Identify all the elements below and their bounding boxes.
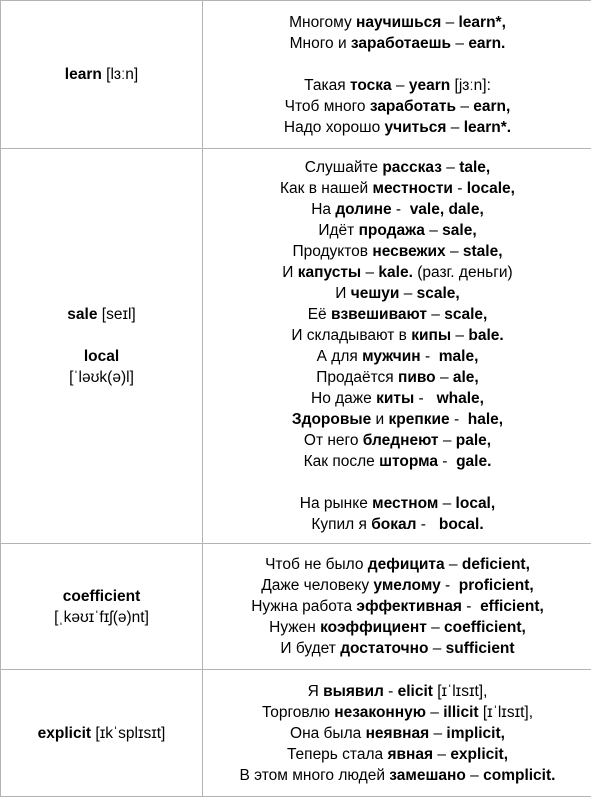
bold-segment: efficient, <box>480 598 544 615</box>
poem-line <box>203 367 591 388</box>
text-segment: – <box>435 369 453 386</box>
bold-segment: выявил <box>323 682 384 700</box>
bold-segment: шторма <box>379 453 438 470</box>
word-entry <box>1 723 202 744</box>
text-segment: – <box>426 619 445 636</box>
text-segment: – <box>426 306 445 323</box>
text-segment: (разг. деньги) <box>412 264 513 281</box>
text-segment: – <box>451 327 469 344</box>
bold-segment: киты <box>376 390 415 407</box>
poem-line <box>203 75 591 96</box>
poem-line <box>203 514 591 535</box>
bold-segment: sale, <box>442 222 477 239</box>
word-cell <box>1 670 203 797</box>
text-segment: – <box>433 745 451 763</box>
word-cell <box>1 544 203 670</box>
headword: explicit <box>37 724 92 742</box>
bold-segment: чешуи <box>350 285 400 302</box>
text-segment: - <box>416 516 439 533</box>
bold-segment: мужчин <box>362 348 421 365</box>
poem-cell <box>203 149 591 544</box>
bold-segment: тоска <box>349 76 392 94</box>
poem-line <box>203 304 591 325</box>
table-row <box>1 149 591 544</box>
bold-segment: незаконную <box>334 703 426 721</box>
bold-segment: locale, <box>466 180 515 197</box>
bold-segment: явная <box>387 745 434 763</box>
text-segment: – <box>444 556 462 573</box>
poem-line <box>203 388 591 409</box>
poem-line <box>203 12 591 33</box>
text-segment: - <box>420 348 439 365</box>
text-segment: Такая <box>304 76 350 94</box>
text-segment: А для <box>316 348 363 365</box>
table-row <box>1 1 591 149</box>
bold-segment: дефицита <box>367 556 445 573</box>
bold-segment: elicit <box>397 682 433 700</box>
text-segment: Идёт <box>318 222 359 239</box>
bold-segment: pale, <box>455 432 492 449</box>
word-entry <box>1 64 202 85</box>
text-segment: – <box>438 495 456 512</box>
bold-segment: капусты <box>297 264 362 281</box>
text-segment: – <box>428 640 446 657</box>
bold-segment: bocal. <box>438 516 484 533</box>
poem-line <box>203 96 591 117</box>
bold-segment: scale, <box>416 285 460 302</box>
bold-segment: рассказ <box>382 159 442 176</box>
poem-line <box>203 472 591 493</box>
text-segment: – <box>441 13 459 31</box>
bold-segment: ale, <box>452 369 479 386</box>
text-segment: Её <box>307 306 331 323</box>
text-segment: И будет <box>280 640 341 657</box>
text-segment: – <box>424 222 443 239</box>
text-segment: И складывают в <box>291 327 412 344</box>
bold-segment: коэффициент <box>320 619 427 636</box>
text-segment: – <box>426 703 444 721</box>
bold-segment: bale. <box>468 327 504 344</box>
poem-line <box>203 262 591 283</box>
table-row <box>1 544 591 670</box>
bold-segment: кипы <box>411 327 452 344</box>
bold-segment: взвешивают <box>330 306 427 323</box>
text-segment: – <box>399 285 417 302</box>
text-segment: Нужна работа <box>251 598 357 615</box>
bold-segment: sufficient <box>445 640 515 657</box>
bold-segment: эффективная <box>356 598 462 615</box>
text-segment: От него <box>303 432 363 449</box>
bold-segment: местности <box>372 180 453 197</box>
poem-cell <box>203 1 591 149</box>
word-entry <box>1 346 202 388</box>
bold-segment: complicit. <box>483 766 556 784</box>
poem-cell <box>203 544 591 670</box>
text-segment: - <box>449 411 468 428</box>
bold-segment: earn. <box>468 34 506 52</box>
text-segment: Как в нашей <box>280 180 373 197</box>
text-segment: Слушайте <box>304 159 383 176</box>
bold-segment: бледнеют <box>362 432 439 449</box>
text-segment: [ɪˈlɪsɪt], <box>478 703 534 721</box>
poem-line <box>203 33 591 54</box>
bold-segment: крепкие <box>388 411 450 428</box>
word-cell <box>1 1 203 149</box>
text-segment: Торговлю <box>261 703 335 721</box>
bold-segment: достаточно <box>340 640 429 657</box>
text-segment: [ɪˈlɪsɪt], <box>432 682 488 700</box>
vocabulary-table-body <box>1 1 591 797</box>
text-segment: - <box>452 180 467 197</box>
bold-segment: proficient, <box>458 577 534 594</box>
table-row <box>1 670 591 797</box>
bold-segment: kale. <box>378 264 413 281</box>
bold-segment: explicit, <box>450 745 509 763</box>
poem-line <box>203 178 591 199</box>
bold-segment: deficient, <box>461 556 530 573</box>
poem-line <box>203 241 591 262</box>
text-segment: На рынке <box>299 495 373 512</box>
poem-line <box>203 575 591 596</box>
bold-segment: scale, <box>444 306 488 323</box>
bold-segment: gale. <box>456 453 492 470</box>
headword: coefficient <box>62 587 141 605</box>
poem-line <box>203 596 591 617</box>
transcription: [ˌkəʊɪˈfɪʃ(ə)nt] <box>54 608 149 626</box>
text-segment: – <box>391 76 409 94</box>
text-segment: - <box>437 453 457 470</box>
bold-segment: заработать <box>369 97 457 115</box>
bold-segment: учиться <box>384 118 447 136</box>
bold-segment: illicit <box>443 703 479 721</box>
bold-segment: stale, <box>462 243 503 260</box>
text-segment: - <box>414 390 437 407</box>
bold-segment: hale, <box>467 411 504 428</box>
text-segment: Я <box>307 682 324 700</box>
transcription: [lɜːn] <box>106 66 139 83</box>
poem-line <box>203 220 591 241</box>
text-segment: Много и <box>289 34 351 52</box>
poem-line <box>203 765 591 786</box>
poem-line <box>203 493 591 514</box>
bold-segment: пиво <box>397 369 436 386</box>
bold-segment: yearn <box>408 76 451 94</box>
poem-line <box>203 617 591 638</box>
bold-segment: implicit, <box>446 724 505 742</box>
bold-segment: продажа <box>358 222 425 239</box>
bold-segment: умелому <box>373 577 441 594</box>
bold-segment: бокал <box>371 516 417 533</box>
poem-line <box>203 554 591 575</box>
bold-segment: earn, <box>473 97 511 115</box>
poem-line <box>203 451 591 472</box>
poem-line <box>203 430 591 451</box>
transcription: [seɪl] <box>101 306 136 323</box>
text-segment: – <box>438 432 456 449</box>
text-segment: Но даже <box>311 390 377 407</box>
text-segment: [jɜːn]: <box>450 76 491 94</box>
poem-line <box>203 638 591 659</box>
poem-line <box>203 409 591 430</box>
headword: local <box>83 348 120 365</box>
text-segment: И <box>335 285 351 302</box>
text-segment: Даже человеку <box>261 577 374 594</box>
text-segment: – <box>456 97 474 115</box>
poem-line <box>203 117 591 138</box>
poem-line <box>203 325 591 346</box>
bold-segment: научишься <box>356 13 442 31</box>
word-cell <box>1 149 203 544</box>
text-segment: В этом много людей <box>239 766 390 784</box>
text-segment: и <box>371 411 389 428</box>
text-segment: Нужен <box>269 619 321 636</box>
text-segment: Продаётся <box>316 369 398 386</box>
transcription: [ɪkˈsplɪsɪt] <box>95 724 166 742</box>
text-segment: Многому <box>289 13 357 31</box>
text-segment: – <box>446 118 464 136</box>
word-entry <box>1 586 202 628</box>
bold-segment: замешано <box>389 766 466 784</box>
text-segment: Надо хорошо <box>283 118 385 136</box>
bold-segment: Здоровые <box>291 411 372 428</box>
poem-cell <box>203 670 591 797</box>
text-segment: На <box>311 201 336 218</box>
spacer <box>1 325 202 346</box>
headword: learn <box>64 66 102 83</box>
text-segment: - <box>383 682 398 700</box>
poem-line <box>203 54 591 75</box>
bold-segment: долине <box>335 201 392 218</box>
headword: sale <box>67 306 98 323</box>
bold-segment: learn*, <box>458 13 506 31</box>
poem-line <box>203 283 591 304</box>
word-entry <box>1 304 202 325</box>
bold-segment: неявная <box>365 724 430 742</box>
text-segment: И <box>282 264 298 281</box>
bold-segment: learn*. <box>463 118 512 136</box>
text-segment: Как после <box>303 453 380 470</box>
text-segment: – <box>361 264 379 281</box>
bold-segment: несвежих <box>372 243 446 260</box>
text-segment: Чтоб не было <box>265 556 368 573</box>
poem-line <box>203 199 591 220</box>
bold-segment: male, <box>438 348 479 365</box>
poem-line <box>203 157 591 178</box>
poem-line <box>203 681 591 702</box>
bold-segment: coefficient, <box>444 619 526 636</box>
text-segment: - <box>391 201 410 218</box>
bold-segment: vale, dale, <box>409 201 484 218</box>
bold-segment: заработаешь <box>350 34 452 52</box>
text-segment: Она была <box>290 724 366 742</box>
poem-line <box>203 723 591 744</box>
text-segment: Купил я <box>311 516 372 533</box>
text-segment: - <box>461 598 481 615</box>
text-segment: – <box>465 766 484 784</box>
poem-line <box>203 744 591 765</box>
poem-line <box>203 346 591 367</box>
text-segment: - <box>440 577 459 594</box>
bold-segment: local, <box>455 495 496 512</box>
poem-line <box>203 702 591 723</box>
text-segment: – <box>441 159 460 176</box>
transcription: [ˈləʊk(ə)l] <box>69 369 134 386</box>
text-segment: Продуктов <box>292 243 373 260</box>
bold-segment: местном <box>372 495 439 512</box>
bold-segment: tale, <box>459 159 491 176</box>
text-segment: Теперь стала <box>286 745 388 763</box>
text-segment: Чтоб много <box>284 97 370 115</box>
text-segment: – <box>445 243 463 260</box>
bold-segment: whale, <box>436 390 484 407</box>
text-segment: – <box>429 724 447 742</box>
text-segment: – <box>451 34 469 52</box>
